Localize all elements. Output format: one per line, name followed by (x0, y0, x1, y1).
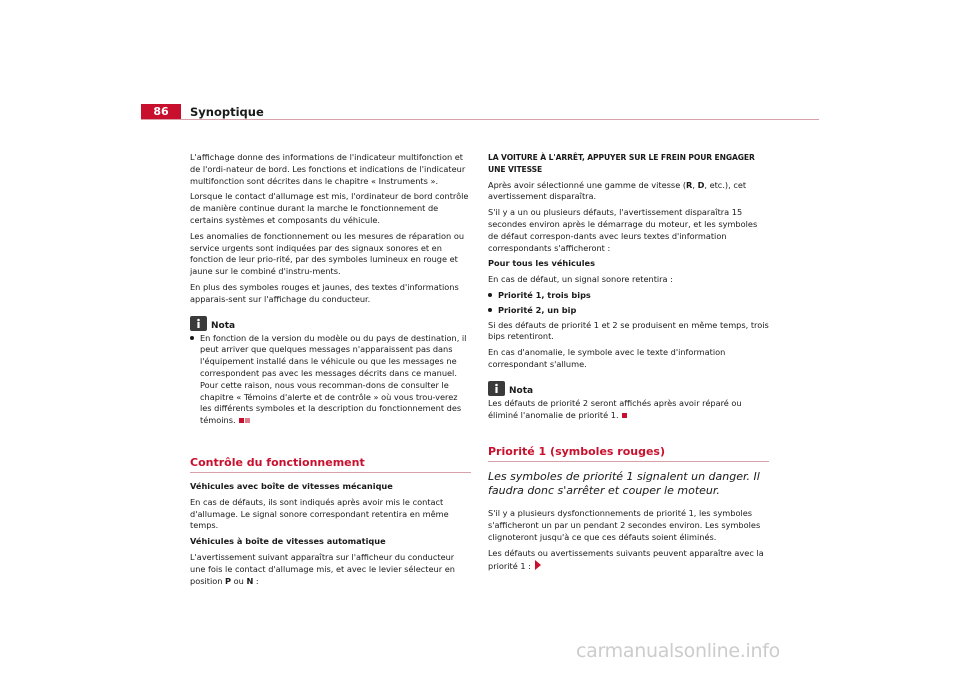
lead-text: Les symboles de priorité 1 signalent un danger. Il faudra donc s'arrêter et couper le moteur. (488, 470, 760, 498)
paragraph: Les anomalies de fonctionnement ou les mesures de réparation ou service urgents sont indiquées par des signaux sonores et en fonction de leur prio-rité, par des symboles lumineux en rouge et jaune sur le combiné d'instru-ments. (190, 230, 465, 277)
header-rule (141, 119, 819, 120)
gear-r: R (686, 179, 693, 190)
text-run: L'avertissement suivant apparaîtra sur l'afficheur du conducteur une fois le contact d'allumage mis, et avec le levier sélecteur en position (190, 551, 455, 586)
continue-arrow-icon (535, 560, 541, 570)
end-mark-icon (245, 418, 250, 423)
end-mark-icon (239, 418, 244, 423)
section-title: Priorité 1 (symboles rouges) (488, 445, 769, 462)
text-run: , etc.), cet avertissement disparaîtra. (488, 179, 747, 202)
page-title: Synoptique (190, 105, 264, 119)
paragraph (488, 398, 769, 422)
bullet-item: Priorité 1, trois bips (488, 290, 769, 302)
left-column (190, 152, 471, 591)
gear-n: N (246, 575, 254, 586)
nota-heading (190, 316, 471, 331)
text-run: , (692, 179, 698, 190)
subheading: Pour tous les véhicules (488, 258, 595, 269)
text-run: Après avoir sélectionné une gamme de vitesse ( (488, 179, 687, 190)
page-number: 86 (141, 104, 181, 120)
nota-text: Les défauts de priorité 2 seront affichés après avoir réparé ou éliminé l'anomalie de priorité 1. (488, 397, 742, 420)
gear-d: D (697, 179, 705, 190)
nota-label: Nota (509, 385, 534, 396)
text-run: ou (231, 575, 247, 586)
nota-heading (488, 381, 769, 396)
end-mark-icon (622, 413, 627, 418)
nota-info-icon (190, 316, 207, 331)
paragraph (488, 180, 769, 204)
paragraph: S'il y a un ou plusieurs défauts, l'avertissement disparaîtra 15 secondes environ après le démarrage du moteur, et les symboles de défaut correspon-dants avec leurs textes d'information correspondants s'afficheront : (488, 207, 758, 253)
paragraph: Lorsque le contact d'allumage est mis, l'ordinateur de bord contrôle de manière continue durant la marche le fonctionnement de certains systèmes et composants du véhicule. (190, 191, 469, 225)
paragraph: En plus des symboles rouges et jaunes, des textes d'informations apparais-sent sur l'affichage du conducteur. (190, 281, 459, 304)
paragraph: S'il y a plusieurs dysfonctionnements de priorité 1, les symboles s'afficheront un par un pendant 2 secondes environ. Les symboles clignoteront jusqu'à ce que ces défauts soient éliminés. (488, 508, 761, 542)
caps-warning: LA VOITURE À L'ARRÊT, APPUYER SUR LE FREIN POUR ENGAGER UNE VITESSE (488, 153, 755, 174)
paragraph: Si des défauts de priorité 1 et 2 se produisent en même temps, trois bips retentiront. (488, 319, 769, 342)
paragraph: En cas de défauts, ils sont indiqués après avoir mis le contact d'allumage. Le signal sonore correspondant retentira en même temps. (190, 496, 449, 531)
text-run: : (253, 575, 259, 586)
nota-info-icon (488, 381, 505, 396)
right-column (488, 152, 769, 576)
text-run: Les défauts ou avertissements suivants peuvent apparaître avec la priorité 1 : (488, 547, 764, 571)
subheading: Véhicules à boîte de vitesses automatique (190, 536, 386, 547)
subheading: Véhicules avec boîte de vitesses mécanique (190, 480, 393, 491)
paragraph (190, 552, 471, 587)
paragraph: En cas d'anomalie, le symbole avec le texte d'information correspondant s'allume. (488, 347, 726, 369)
section-title: Contrôle du fonctionnement (190, 456, 471, 473)
gear-p: P (225, 575, 232, 586)
nota-bullet-text: En fonction de la version du modèle ou du pays de destination, il peut arriver que quelques messages n'apparaissent pas dans l'équipement installé dans le véhicule ou que les messages ne correspondent pas avec les messages décrits dans ce manuel. Pour cette raison, nous vous recomman-dons de consulter le chapitre « Témoins d'alerte et de contrôle » où vous trou-verez les différents symboles et la description du fonctionnement des témoins. (200, 332, 467, 426)
paragraph: En cas de défaut, un signal sonore retentira : (488, 274, 673, 285)
paragraph (488, 548, 769, 573)
watermark: carmanualsonline.info (576, 640, 780, 662)
nota-label: Nota (211, 320, 236, 331)
bullet-item: Priorité 2, un bip (488, 305, 769, 317)
paragraph: L'affichage donne des informations de l'indicateur multifonction et de l'ordi-nateur de bord. Les fonctions et indications de l'indicateur multifonction sont décrites dans le chapitre « Instruments ». (190, 152, 466, 186)
nota-bullet (190, 333, 471, 427)
